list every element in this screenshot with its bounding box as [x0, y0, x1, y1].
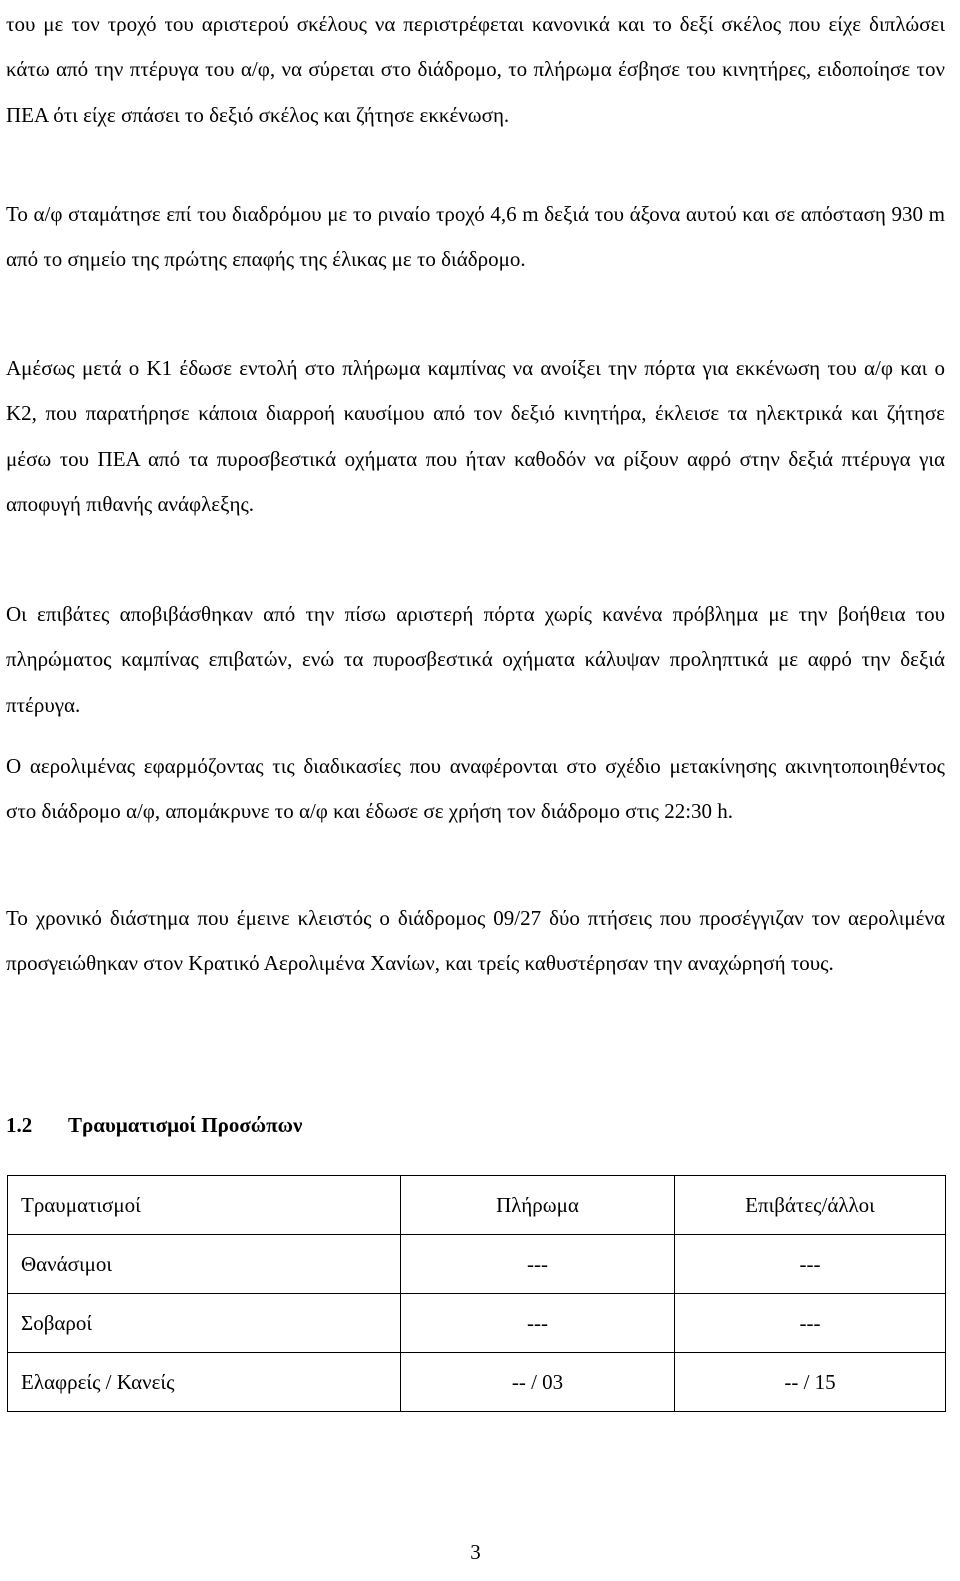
table-row: [8, 1353, 946, 1412]
table-header-row: [8, 1176, 946, 1235]
cell-crew-minor-none: -- / 03: [401, 1353, 675, 1412]
table-row: [8, 1235, 946, 1294]
injuries-table: [7, 1175, 946, 1412]
cell-passengers-serious: ---: [675, 1294, 946, 1353]
table-row: [8, 1294, 946, 1353]
page-number: 3: [470, 1540, 481, 1564]
cell-passengers-fatal: ---: [675, 1235, 946, 1294]
paragraph-aircraft-stop-position: Το α/φ σταμάτησε επί του διαδρόμου με το ριναίο τροχό 4,6 m δεξιά του άξονα αυτού και σε απόσταση 930 m από το σημείο της πρώτης επαφής της έλικας με το διάδρομο.: [6, 202, 945, 272]
paragraph-passenger-disembarkation: Οι επιβάτες αποβιβάσθηκαν από την πίσω αριστερή πόρτα χωρίς κανένα πρόβλημα με την βοήθεια του πληρώματος καμπίνας επιβατών, ενώ τα πυροσβεστικά οχήματα κάλυψαν προληπτικά με αφρό την δεξιά πτέρυγα.: [6, 602, 945, 717]
section-number: 1.2: [6, 1113, 33, 1137]
header-crew: Πλήρωμα: [401, 1176, 675, 1235]
paragraph-runway-reopened: Ο αερολιμένας εφαρμόζοντας τις διαδικασίες που αναφέρονται στο σχέδιο μετακίνησης ακινητοποιηθέντος στο διάδρομο α/φ, απομάκρυνε το α/φ και έδωσε σε χρήση τον διάδρομο στις 22:30 h.: [6, 754, 945, 824]
header-passengers-others: Επιβάτες/άλλοι: [675, 1176, 946, 1235]
header-injuries: Τραυματισμοί: [8, 1176, 401, 1235]
cell-passengers-minor-none: -- / 15: [675, 1353, 946, 1412]
section-heading: [6, 1113, 302, 1138]
row-label-minor-none: Ελαφρείς / Κανείς: [8, 1353, 401, 1412]
paragraph-evacuation-order: Αμέσως μετά ο Κ1 έδωσε εντολή στο πλήρωμα καμπίνας να ανοίξει την πόρτα για εκκένωση του α/φ και ο Κ2, που παρατήρησε κάποια διαρροή καυσίμου από τον δεξιό κινητήρα, έκλεισε τα ηλεκτρικά και ζήτησε μέσω του ΠΕΑ από τα πυροσβεστικά οχήματα που ήταν καθοδόν να ρίξουν αφρό στην δεξιά πτέρυγα για αποφυγή πιθανής ανάφλεξης.: [6, 356, 945, 517]
paragraph-flights-diverted: Το χρονικό διάστημα που έμεινε κλειστός ο διάδρομος 09/27 δύο πτήσεις που προσέγγιζαν τον αερολιμένα προσγειώθηκαν στον Κρατικό Αερολιμένα Χανίων, και τρείς καθυστέρησαν την αναχώρησή τους.: [6, 906, 945, 976]
row-label-fatal: Θανάσιμοι: [8, 1235, 401, 1294]
section-title: Τραυματισμοί Προσώπων: [68, 1113, 303, 1137]
cell-crew-serious: ---: [401, 1294, 675, 1353]
row-label-serious: Σοβαροί: [8, 1294, 401, 1353]
cell-crew-fatal: ---: [401, 1235, 675, 1294]
paragraph-landing-gear-collapse: του με τον τροχό του αριστερού σκέλους να περιστρέφεται κανονικά και το δεξί σκέλος που είχε διπλώσει κάτω από την πτέρυγα του α/φ, να σύρεται στο διάδρομο, το πλήρωμα έσβησε του κινητήρες, ειδοποίησε τον ΠΕΑ ότι είχε σπάσει το δεξιό σκέλος και ζήτησε εκκένωση.: [6, 12, 945, 127]
